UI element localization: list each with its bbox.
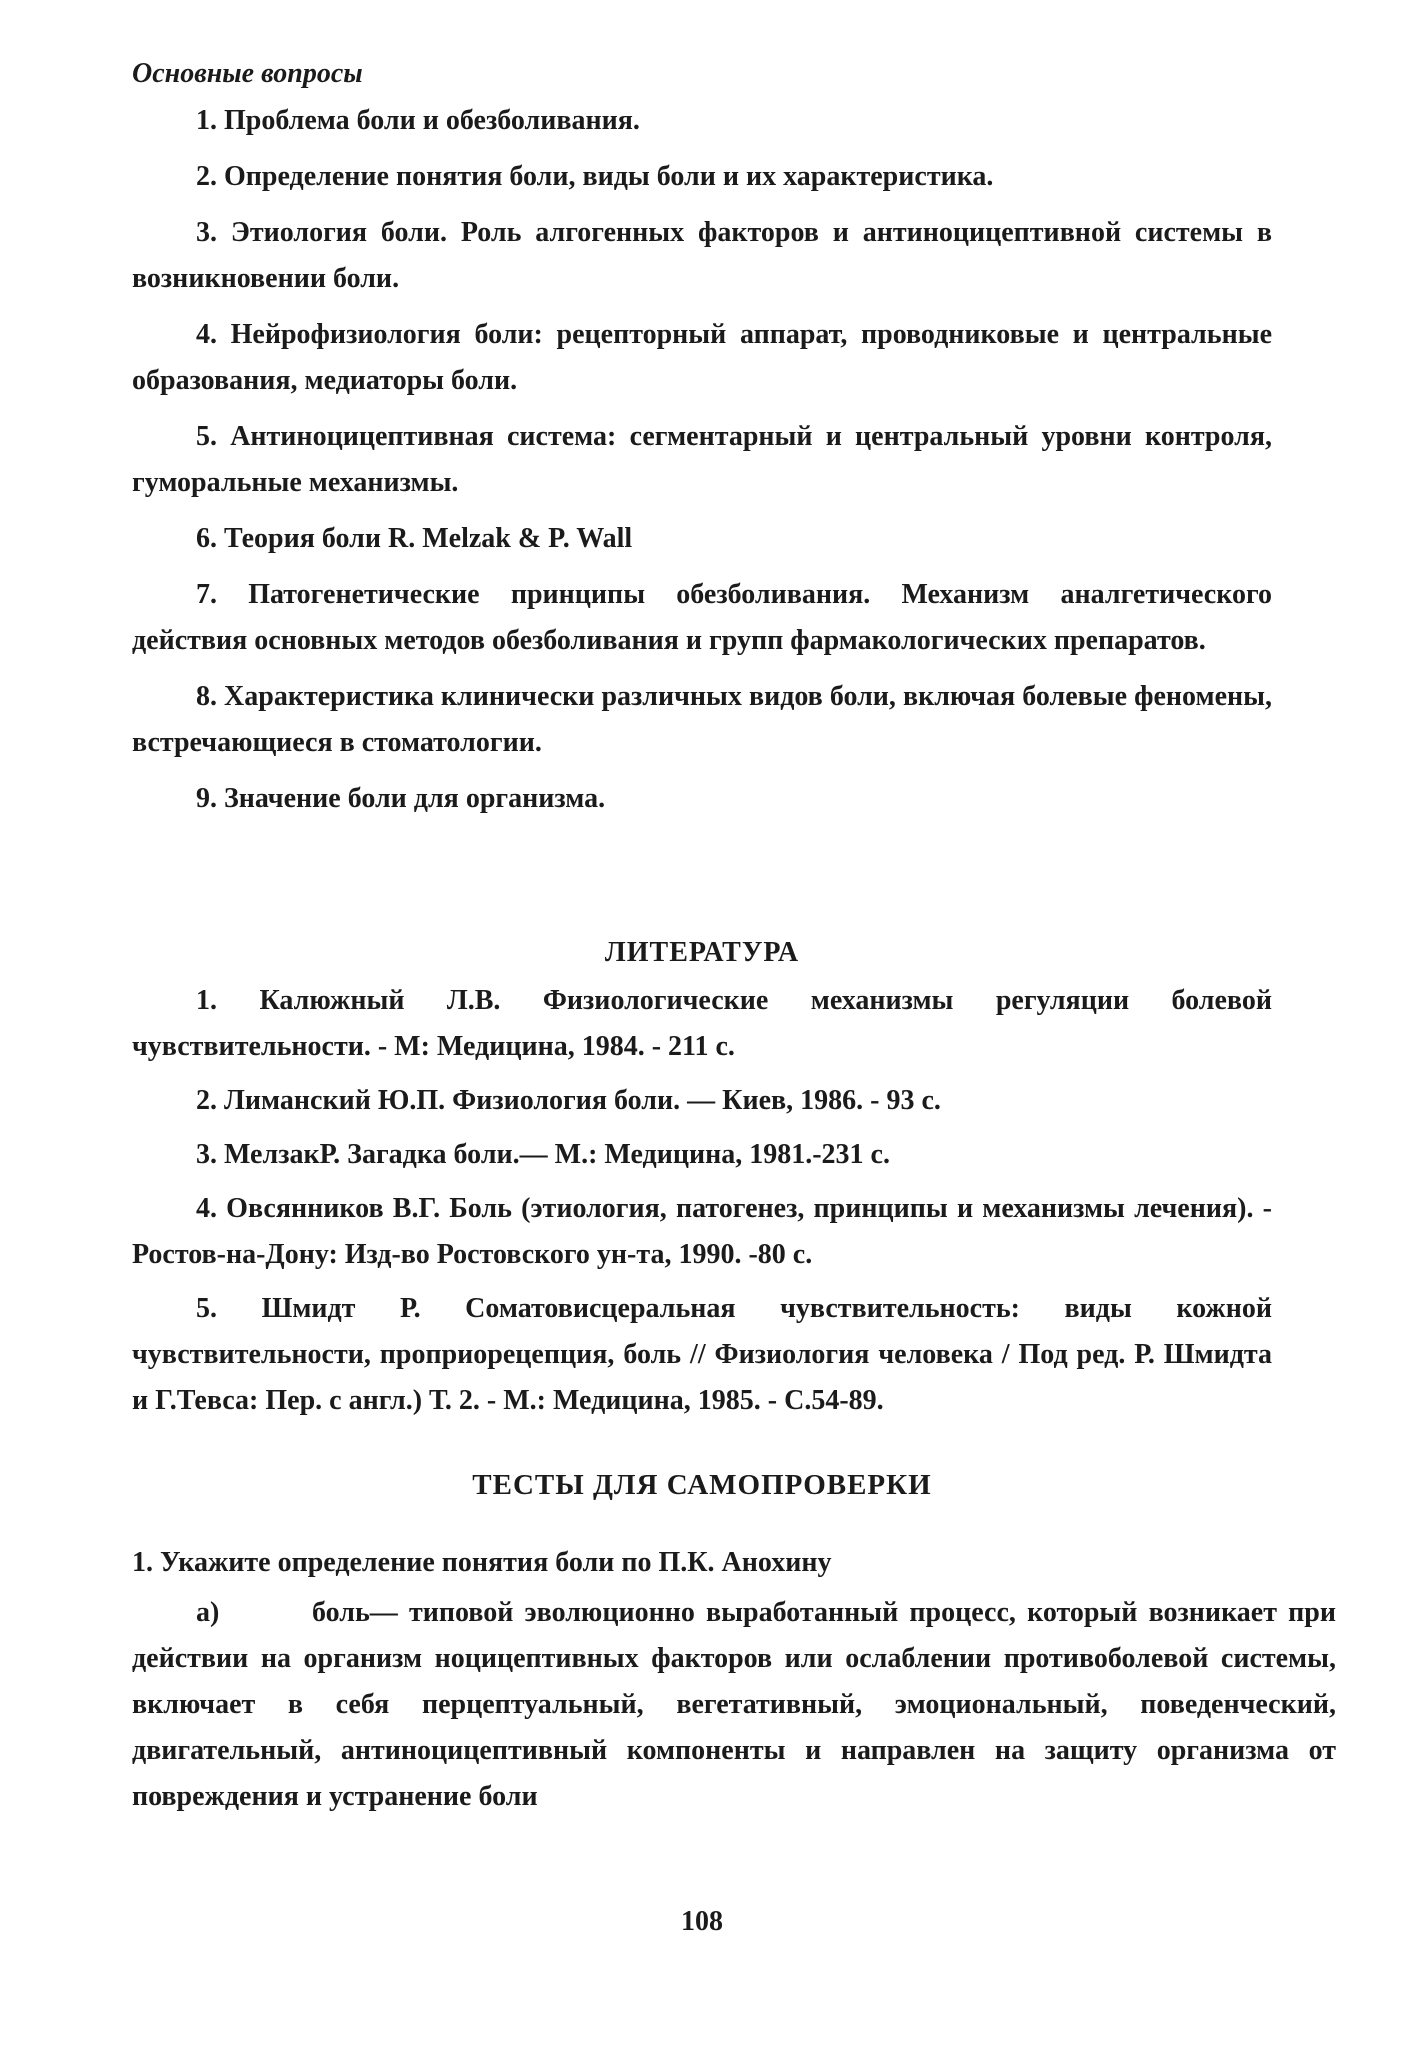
question-item: 2. Определение понятия боли, виды боли и их характеристика. [196, 161, 994, 192]
literature-title: ЛИТЕРАТУРА [604, 937, 800, 968]
literature-item: 1. Калюжный Л.В. Физиологические механизмы регуляции болевой чувствительности. - М: Медицина, 1984. - 211 с. [132, 985, 1272, 1062]
question-item: 7. Патогенетические принципы обезболивания. Механизм аналгетического действия основных методов обезболивания и групп фармакологических препаратов. [132, 579, 1272, 656]
tests-title: ТЕСТЫ ДЛЯ САМОПРОВЕРКИ [472, 1469, 932, 1501]
question-item: 8. Характеристика клинически различных видов боли, включая болевые феномены, встречающиеся в стоматологии. [132, 681, 1272, 758]
page-number: 108 [681, 1906, 723, 1937]
question-item: 1. Проблема боли и обезболивания. [196, 105, 640, 136]
answer-letter: а) [196, 1597, 220, 1628]
test-answer [132, 1590, 1336, 1820]
literature-item: 4. Овсянников В.Г. Боль (этиология, патогенез, принципы и механизмы лечения). - Ростов-на-Дону: Изд-во Ростовского ун-та, 1990. -80 с. [132, 1193, 1272, 1270]
page-content [132, 54, 1336, 1820]
question-item: 6. Теория боли R. Melzak & P. Wall [196, 523, 633, 554]
literature-list [132, 978, 1272, 1424]
question-item: 4. Нейрофизиология боли: рецепторный аппарат, проводниковые и центральные образования, медиаторы боли. [132, 319, 1272, 396]
questions-list [132, 98, 1272, 822]
literature-item: 3. МелзакР. Загадка боли.— М.: Медицина, 1981.-231 с. [196, 1139, 890, 1170]
answer-text: боль— типовой эволюционно выработанный процесс, который возникает при действии на организм ноцицептивных факторов или ослаблении противоболевой системы, включает в себя перцептуальный, вегетативный, эмоциональный, поведенческий, двигательный, антиноцицептивный компоненты и направлен на защиту организма от повреждения и устранение боли [132, 1597, 1336, 1812]
literature-item: 2. Лиманский Ю.П. Физиология боли. — Киев, 1986. - 93 с. [196, 1085, 941, 1116]
literature-item: 5. Шмидт Р. Соматовисцеральная чувствительность: виды кожной чувствительности, проприорецепция, боль // Физиология человека / Под ред. Р. Шмидта и Г.Тевса: Пер. с англ.) Т. 2. - М.: Медицина, 1985. - С.54-89. [132, 1293, 1272, 1416]
question-item: 5. Антиноцицептивная система: сегментарный и центральный уровни контроля, гуморальные механизмы. [132, 421, 1272, 498]
question-item: 3. Этиология боли. Роль алгогенных факторов и антиноцицептивной системы в возникновении боли. [132, 217, 1272, 294]
test-question: 1. Укажите определение понятия боли по П.К. Анохину [132, 1547, 832, 1578]
subheading: Основные вопросы [132, 58, 363, 89]
question-item: 9. Значение боли для организма. [196, 783, 606, 814]
